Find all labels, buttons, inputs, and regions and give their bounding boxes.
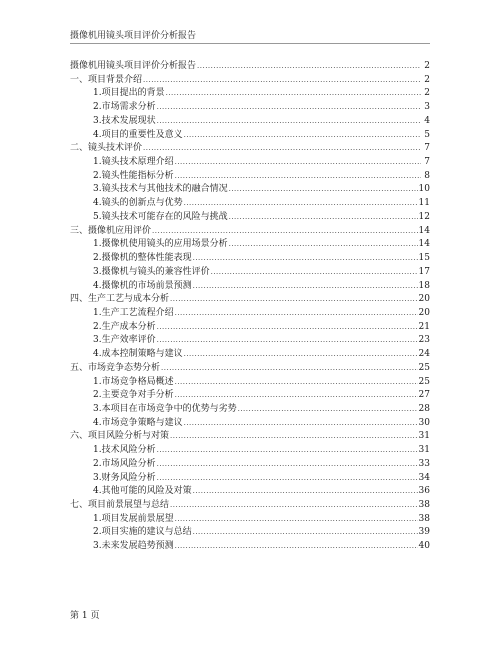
toc-entry-page: 36 [418,486,430,497]
toc-entry[interactable] [70,499,430,513]
toc-entry[interactable] [70,280,430,294]
toc-entry-number: 1. [93,513,102,524]
toc-entry-page: 8 [424,170,430,181]
table-of-contents [70,60,430,554]
toc-entry[interactable] [70,156,430,170]
toc-entry-number: 1. [93,445,102,456]
toc-entry-title: 六、项目风险分析与对策 [70,431,170,442]
toc-entry-page: 38 [418,513,430,524]
toc-entry[interactable] [70,60,430,74]
toc-entry[interactable] [70,170,430,184]
toc-entry[interactable] [70,211,430,225]
toc-entry-page: 33 [418,458,430,469]
toc-entry-number: 1. [93,307,102,318]
page-number: 第 1 页 [70,611,100,621]
toc-entry-title: 技术风险分析 [101,445,156,456]
toc-dot-leader [184,348,418,362]
toc-entry-number: 2. [93,390,102,401]
toc-entry-number: 1. [93,88,102,99]
toc-dot-leader [170,499,418,513]
toc-entry[interactable] [70,142,430,156]
toc-entry-title: 市场竞争格局概述 [101,376,174,387]
toc-dot-leader [238,403,418,417]
toc-entry-number: 2. [93,458,102,469]
toc-dot-leader [229,238,418,252]
toc-entry-number: 2. [93,527,102,538]
toc-entry-page: 5 [424,129,430,140]
toc-entry-title: 项目的重要性及意义 [101,129,183,140]
toc-entry-page: 2 [424,61,430,71]
toc-entry-title: 项目发展前景展望 [101,513,174,524]
toc-entry-title: 技术发展现状 [101,115,156,126]
toc-entry[interactable] [70,526,430,540]
toc-dot-leader [184,129,421,143]
toc-entry-number: 2. [93,102,102,113]
toc-dot-leader [157,444,418,458]
toc-entry-number: 4. [93,349,102,360]
toc-entry[interactable] [70,293,430,307]
toc-entry-page: 20 [418,307,430,318]
toc-entry[interactable] [70,376,430,390]
toc-entry-title: 镜头技术原理介绍 [101,157,174,168]
toc-entry-page: 39 [418,527,430,538]
toc-entry-title: 一、项目背景介绍 [70,74,143,85]
toc-entry-page: 31 [418,445,430,456]
toc-entry-page: 31 [418,431,430,442]
toc-entry-number: 4. [93,486,102,497]
toc-dot-leader [157,115,421,129]
toc-entry-page: 2 [424,88,430,99]
toc-entry-title: 市场需求分析 [101,102,156,113]
toc-entry[interactable] [70,266,430,280]
toc-dot-leader [175,170,421,184]
toc-entry-title: 主要竞争对手分析 [101,390,174,401]
toc-entry-title: 摄像机用镜头项目评价分析报告 [70,61,197,71]
toc-dot-leader [211,266,418,280]
toc-dot-leader [157,458,418,472]
toc-entry-page: 38 [418,500,430,510]
toc-entry[interactable] [70,417,430,431]
toc-entry-number: 3. [93,403,102,414]
toc-dot-leader [193,280,418,294]
toc-dot-leader [157,101,421,115]
toc-entry-page: 30 [418,417,430,428]
toc-entry-number: 3. [93,541,102,552]
toc-entry[interactable] [70,238,430,252]
toc-entry[interactable] [70,513,430,527]
toc-dot-leader [184,197,418,211]
toc-entry-number: 1. [93,157,102,168]
toc-dot-leader [175,540,418,554]
toc-entry-number: 4. [93,129,102,140]
toc-dot-leader [193,526,418,540]
toc-entry[interactable] [70,485,430,499]
toc-entry-title: 项目提出的背景 [101,88,165,99]
toc-entry-title: 五、市场竞争态势分析 [70,362,161,373]
page-header: 摄像机用镜头项目评价分析报告 [70,31,197,41]
toc-entry-page: 14 [418,239,430,250]
toc-entry-page: 28 [418,403,430,414]
toc-entry[interactable] [70,348,430,362]
toc-entry[interactable] [70,321,430,335]
toc-entry-title: 摄像机的整体性能表现 [101,253,192,264]
toc-entry-number: 3. [93,266,102,277]
toc-entry-page: 18 [418,280,430,291]
toc-dot-leader [193,485,418,499]
toc-entry-page: 2 [424,74,430,85]
toc-entry-title: 市场竞争策略与建议 [101,417,183,428]
toc-entry[interactable] [70,403,430,417]
toc-entry-page: 23 [418,335,430,346]
toc-entry-page: 25 [418,362,430,373]
toc-entry-page: 10 [418,184,430,195]
toc-entry[interactable] [70,389,430,403]
toc-dot-leader [166,87,421,101]
toc-entry-page: 7 [424,143,430,154]
toc-entry-title: 生产成本分析 [101,321,156,332]
toc-entry[interactable] [70,115,430,129]
toc-entry-title: 摄像机与镜头的兼容性评价 [101,266,210,277]
toc-entry-title: 成本控制策略与建议 [101,349,183,360]
toc-entry-title: 未来发展趋势预测 [101,541,174,552]
toc-entry-page: 21 [418,321,430,332]
toc-dot-leader [229,211,418,225]
toc-entry-page: 4 [424,115,430,126]
toc-entry-title: 二、镜头技术评价 [70,143,143,154]
header-divider [70,43,430,44]
toc-entry[interactable] [70,540,430,554]
toc-entry-title: 镜头的创新点与优势 [101,198,183,209]
toc-dot-leader [157,472,418,486]
toc-entry-number: 2. [93,253,102,264]
toc-entry-page: 11 [418,198,430,209]
toc-dot-leader [229,183,418,197]
toc-entry-page: 40 [418,541,430,552]
toc-entry[interactable] [70,430,430,444]
toc-entry-number: 1. [93,376,102,387]
toc-dot-leader [170,293,418,307]
toc-entry[interactable] [70,334,430,348]
toc-entry-title: 生产效率评价 [101,335,156,346]
toc-entry[interactable] [70,87,430,101]
toc-dot-leader [175,513,418,527]
toc-entry-number: 4. [93,417,102,428]
toc-dot-leader [157,321,418,335]
toc-entry-page: 14 [418,225,430,236]
toc-entry-title: 摄像机的市场前景预测 [101,280,192,291]
toc-entry[interactable] [70,362,430,376]
toc-entry-number: 2. [93,170,102,181]
toc-entry-title: 镜头技术可能存在的风险与挑战 [101,211,228,222]
toc-entry[interactable] [70,444,430,458]
toc-entry[interactable] [70,129,430,143]
toc-entry[interactable] [70,252,430,266]
toc-entry-page: 34 [418,472,430,483]
toc-entry-title: 财务风险分析 [101,472,156,483]
toc-entry-page: 12 [418,211,430,222]
toc-dot-leader [157,334,418,348]
toc-dot-leader [175,389,418,403]
toc-dot-leader [161,362,418,376]
toc-entry-title: 其他可能的风险及对策 [101,486,192,497]
toc-entry-number: 3. [93,115,102,126]
toc-dot-leader [193,252,418,266]
toc-dot-leader [175,156,421,170]
toc-entry-number: 3. [93,184,102,195]
toc-entry-title: 三、摄像机应用评价 [70,225,152,236]
toc-dot-leader [175,376,418,390]
toc-entry-number: 4. [93,280,102,291]
toc-entry-title: 摄像机使用镜头的应用场景分析 [101,239,228,250]
toc-entry-page: 27 [418,390,430,401]
toc-dot-leader [143,74,421,88]
toc-dot-leader [170,430,418,444]
toc-entry-page: 20 [418,294,430,305]
toc-entry[interactable] [70,74,430,88]
toc-dot-leader [184,417,418,431]
toc-dot-leader [152,225,418,239]
toc-entry[interactable] [70,101,430,115]
toc-dot-leader [197,60,421,74]
toc-dot-leader [143,142,421,156]
toc-entry-number: 4. [93,198,102,209]
toc-entry-number: 5. [93,211,102,222]
toc-entry-number: 2. [93,321,102,332]
toc-entry-page: 7 [424,157,430,168]
toc-entry-title: 生产工艺流程介绍 [101,307,174,318]
toc-entry-page: 17 [418,266,430,277]
toc-entry[interactable] [70,197,430,211]
toc-entry-title: 七、项目前景展望与总结 [70,500,170,510]
toc-entry-page: 24 [418,349,430,360]
toc-entry-page: 15 [418,253,430,264]
toc-entry-page: 25 [418,376,430,387]
toc-entry-title: 四、生产工艺与成本分析 [70,294,170,305]
toc-entry-title: 镜头技术与其他技术的融合情况 [101,184,228,195]
toc-entry-page: 3 [424,102,430,113]
toc-entry[interactable] [70,307,430,321]
toc-entry-title: 本项目在市场竞争中的优势与劣势 [101,403,237,414]
toc-entry[interactable] [70,225,430,239]
toc-entry-number: 3. [93,472,102,483]
toc-entry[interactable] [70,472,430,486]
toc-entry[interactable] [70,458,430,472]
toc-entry-number: 3. [93,335,102,346]
toc-entry[interactable] [70,183,430,197]
toc-dot-leader [175,307,418,321]
toc-entry-number: 1. [93,239,102,250]
toc-entry-title: 镜头性能指标分析 [101,170,174,181]
toc-entry-title: 市场风险分析 [101,458,156,469]
toc-entry-title: 项目实施的建议与总结 [101,527,192,538]
